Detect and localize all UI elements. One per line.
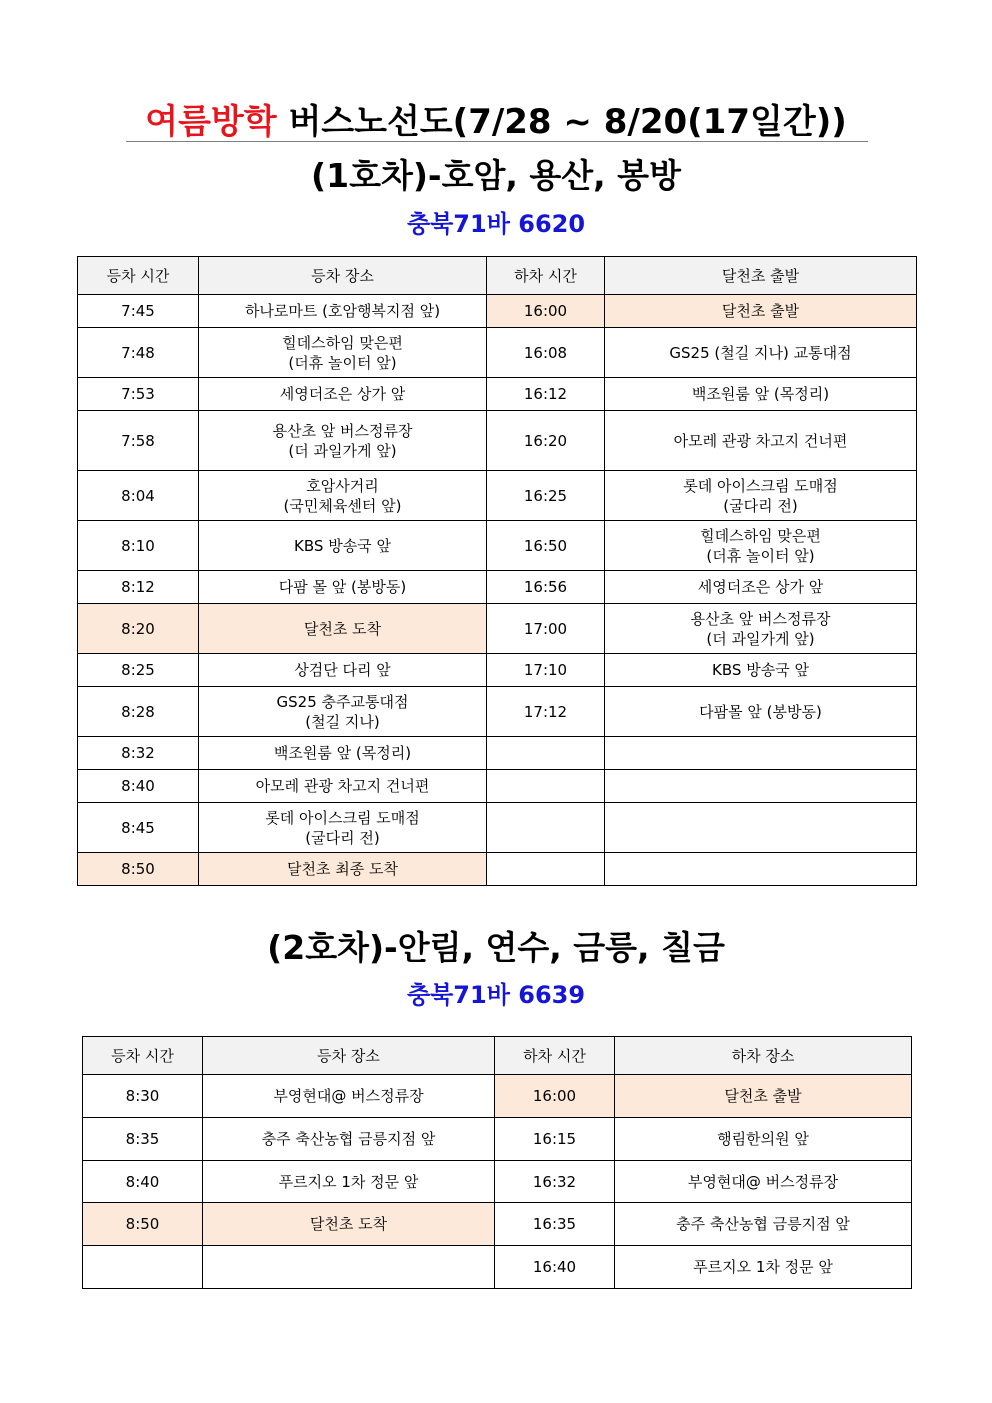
alight-place-cell <box>605 604 917 654</box>
cell-line: 세영더조은 상가 앞 <box>697 578 824 596</box>
alight-place-cell <box>605 295 917 328</box>
bus1-schedule-table <box>77 256 917 886</box>
board-place-cell <box>199 471 487 521</box>
cell-line: (철길 지나) <box>305 712 380 731</box>
header-alight-place: 하차 장소 <box>615 1037 912 1075</box>
cell-line: 백조원룸 앞 (목정리) <box>273 744 412 762</box>
cell-line: (더 과일가게 앞) <box>288 441 397 460</box>
table-row <box>83 1246 912 1289</box>
cell-line: (국민체육센터 앞) <box>283 496 402 515</box>
board-place-cell <box>199 295 487 328</box>
header-board-place: 등차 장소 <box>199 257 487 295</box>
board-place-cell <box>199 328 487 378</box>
alight-place-cell <box>605 378 917 411</box>
board-place-cell <box>203 1075 495 1118</box>
table-row <box>78 411 917 471</box>
cell-line: 아모레 관광 차고지 건너편 <box>255 777 430 795</box>
board-place-cell <box>199 803 487 853</box>
title-highlight: 여름방학 <box>145 102 277 142</box>
table-row <box>78 295 917 328</box>
cell-line: 다팜 몰 앞 (봉방동) <box>278 578 407 596</box>
alight-place-cell <box>615 1246 912 1289</box>
alight-place-cell <box>615 1203 912 1246</box>
table-row <box>78 737 917 770</box>
alight-place-cell <box>615 1161 912 1203</box>
alight-time-cell: 17:10 <box>487 654 605 687</box>
alight-time-cell: 17:12 <box>487 687 605 737</box>
board-place-cell <box>199 654 487 687</box>
header-alight-time: 하차 시간 <box>495 1037 615 1075</box>
cell-line: 롯데 아이스크림 도매점 <box>683 476 838 495</box>
cell-line: 힐데스하임 맞은편 <box>282 333 403 352</box>
board-time-cell: 7:48 <box>78 328 199 378</box>
cell-line: 행림한의원 앞 <box>717 1130 809 1148</box>
table-row <box>78 471 917 521</box>
cell-line: 달천초 도착 <box>309 1215 388 1233</box>
header-board-place: 등차 장소 <box>203 1037 495 1075</box>
cell-line: 용산초 앞 버스정류장 <box>690 609 831 628</box>
cell-line: GS25 충주교통대점 <box>276 692 409 711</box>
alight-place-cell <box>615 1118 912 1161</box>
alight-place-cell <box>605 737 917 770</box>
board-time-cell: 8:20 <box>78 604 199 654</box>
header-board-time: 등차 시간 <box>78 257 199 295</box>
board-time-cell: 8:12 <box>78 571 199 604</box>
board-place-cell <box>199 770 487 803</box>
header-board-time: 등차 시간 <box>83 1037 203 1075</box>
board-place-cell <box>203 1246 495 1289</box>
board-time-cell: 8:50 <box>83 1203 203 1246</box>
board-time-cell: 8:28 <box>78 687 199 737</box>
alight-place-cell <box>605 803 917 853</box>
alight-place-cell <box>605 411 917 471</box>
cell-line: GS25 (철길 지나) 교통대점 <box>669 343 852 362</box>
alight-time-cell <box>487 803 605 853</box>
table-row <box>78 328 917 378</box>
board-place-cell <box>199 521 487 571</box>
alight-time-cell: 16:12 <box>487 378 605 411</box>
alight-place-cell <box>605 853 917 886</box>
board-place-cell <box>203 1203 495 1246</box>
cell-line: 세영더조은 상가 앞 <box>279 385 406 403</box>
table-header-row <box>78 257 917 295</box>
cell-line: 달천초 출발 <box>721 302 800 320</box>
alight-time-cell <box>487 737 605 770</box>
table-row <box>78 853 917 886</box>
bus2-schedule-table <box>82 1036 912 1289</box>
cell-line: 하나로마트 (호암행복지점 앞) <box>244 302 441 320</box>
table-row <box>78 521 917 571</box>
cell-line: 충주 축산농협 금릉지점 앞 <box>676 1215 850 1233</box>
alight-time-cell: 16:15 <box>495 1118 615 1161</box>
alight-time-cell: 17:00 <box>487 604 605 654</box>
cell-line: 부영현대@ 버스정류장 <box>687 1172 839 1191</box>
table-row <box>83 1075 912 1118</box>
cell-line: 호암사거리 <box>306 476 379 495</box>
board-time-cell: 8:32 <box>78 737 199 770</box>
board-time-cell: 8:40 <box>78 770 199 803</box>
cell-line: 푸르지오 1차 정문 앞 <box>278 1172 419 1191</box>
cell-line: (굴다리 전) <box>723 496 798 515</box>
cell-line: 백조원룸 앞 (목정리) <box>691 385 830 403</box>
alight-time-cell: 16:35 <box>495 1203 615 1246</box>
board-place-cell <box>199 853 487 886</box>
board-time-cell: 8:30 <box>83 1075 203 1118</box>
alight-time-cell: 16:32 <box>495 1161 615 1203</box>
board-place-cell <box>199 378 487 411</box>
table-row <box>83 1203 912 1246</box>
alight-time-cell: 16:25 <box>487 471 605 521</box>
title-rest: 버스노선도(7/28 ~ 8/20(17일간)) <box>276 102 847 142</box>
cell-line: KBS 방송국 앞 <box>294 536 391 555</box>
alight-time-cell <box>487 853 605 886</box>
board-place-cell <box>199 737 487 770</box>
board-time-cell: 8:50 <box>78 853 199 886</box>
alight-place-cell <box>605 328 917 378</box>
alight-time-cell: 16:50 <box>487 521 605 571</box>
header-alight-time: 하차 시간 <box>487 257 605 295</box>
cell-line: 다팜몰 앞 (봉방동) <box>699 702 822 721</box>
cell-line: (더휴 놀이터 앞) <box>706 546 815 565</box>
table-row <box>83 1161 912 1203</box>
table-row <box>78 803 917 853</box>
bus1-plate: 충북71바 6620 <box>406 210 586 238</box>
cell-line: 달천초 출발 <box>724 1087 802 1105</box>
table-row <box>78 571 917 604</box>
board-time-cell: 7:53 <box>78 378 199 411</box>
cell-line: 달천초 최종 도착 <box>287 860 398 878</box>
page-title <box>0 98 992 146</box>
board-time-cell <box>83 1246 203 1289</box>
table-row <box>78 378 917 411</box>
cell-line: 힐데스하임 맞은편 <box>700 526 821 545</box>
bus2-plate: 충북71바 6639 <box>406 981 586 1009</box>
board-time-cell: 8:35 <box>83 1118 203 1161</box>
header-alight-place: 달천초 출발 <box>605 257 917 295</box>
bus1-heading: (1호차)-호암, 용산, 봉방 <box>311 156 681 195</box>
cell-line: 상검단 다리 앞 <box>294 661 391 679</box>
table-row <box>83 1118 912 1161</box>
table-row <box>78 687 917 737</box>
cell-line: (굴다리 전) <box>305 828 380 847</box>
board-time-cell: 8:40 <box>83 1161 203 1203</box>
alight-place-cell <box>605 770 917 803</box>
alight-time-cell: 16:40 <box>495 1246 615 1289</box>
cell-line: 용산초 앞 버스정류장 <box>272 421 413 440</box>
title-underline <box>126 141 868 142</box>
alight-place-cell <box>605 521 917 571</box>
board-time-cell: 7:58 <box>78 411 199 471</box>
bus2-heading: (2호차)-안림, 연수, 금릉, 칠금 <box>267 928 725 967</box>
board-time-cell: 8:25 <box>78 654 199 687</box>
alight-time-cell: 16:08 <box>487 328 605 378</box>
alight-time-cell: 16:20 <box>487 411 605 471</box>
board-time-cell: 8:45 <box>78 803 199 853</box>
board-time-cell: 8:10 <box>78 521 199 571</box>
table-row <box>78 654 917 687</box>
cell-line: 아모레 관광 차고지 건너편 <box>673 431 848 450</box>
alight-place-cell <box>605 654 917 687</box>
cell-line: 부영현대@ 버스정류장 <box>273 1087 424 1105</box>
cell-line: (더 과일가게 앞) <box>706 629 815 648</box>
table-row <box>78 770 917 803</box>
alight-place-cell <box>605 687 917 737</box>
alight-time-cell: 16:56 <box>487 571 605 604</box>
cell-line: 충주 축산농협 금릉지점 앞 <box>261 1130 436 1148</box>
cell-line: 푸르지오 1차 정문 앞 <box>693 1258 833 1276</box>
cell-line: KBS 방송국 앞 <box>712 661 809 679</box>
board-place-cell <box>199 411 487 471</box>
board-time-cell: 7:45 <box>78 295 199 328</box>
alight-time-cell: 16:00 <box>495 1075 615 1118</box>
board-place-cell <box>199 687 487 737</box>
table-header-row <box>83 1037 912 1075</box>
table-row <box>78 604 917 654</box>
alight-place-cell <box>605 471 917 521</box>
alight-place-cell <box>605 571 917 604</box>
alight-time-cell <box>487 770 605 803</box>
board-time-cell: 8:04 <box>78 471 199 521</box>
alight-place-cell <box>615 1075 912 1118</box>
alight-time-cell: 16:00 <box>487 295 605 328</box>
cell-line: (더휴 놀이터 앞) <box>288 353 397 372</box>
board-place-cell <box>199 604 487 654</box>
board-place-cell <box>199 571 487 604</box>
cell-line: 롯데 아이스크림 도매점 <box>265 808 420 827</box>
board-place-cell <box>203 1118 495 1161</box>
board-place-cell <box>203 1161 495 1203</box>
cell-line: 달천초 도착 <box>303 619 382 638</box>
